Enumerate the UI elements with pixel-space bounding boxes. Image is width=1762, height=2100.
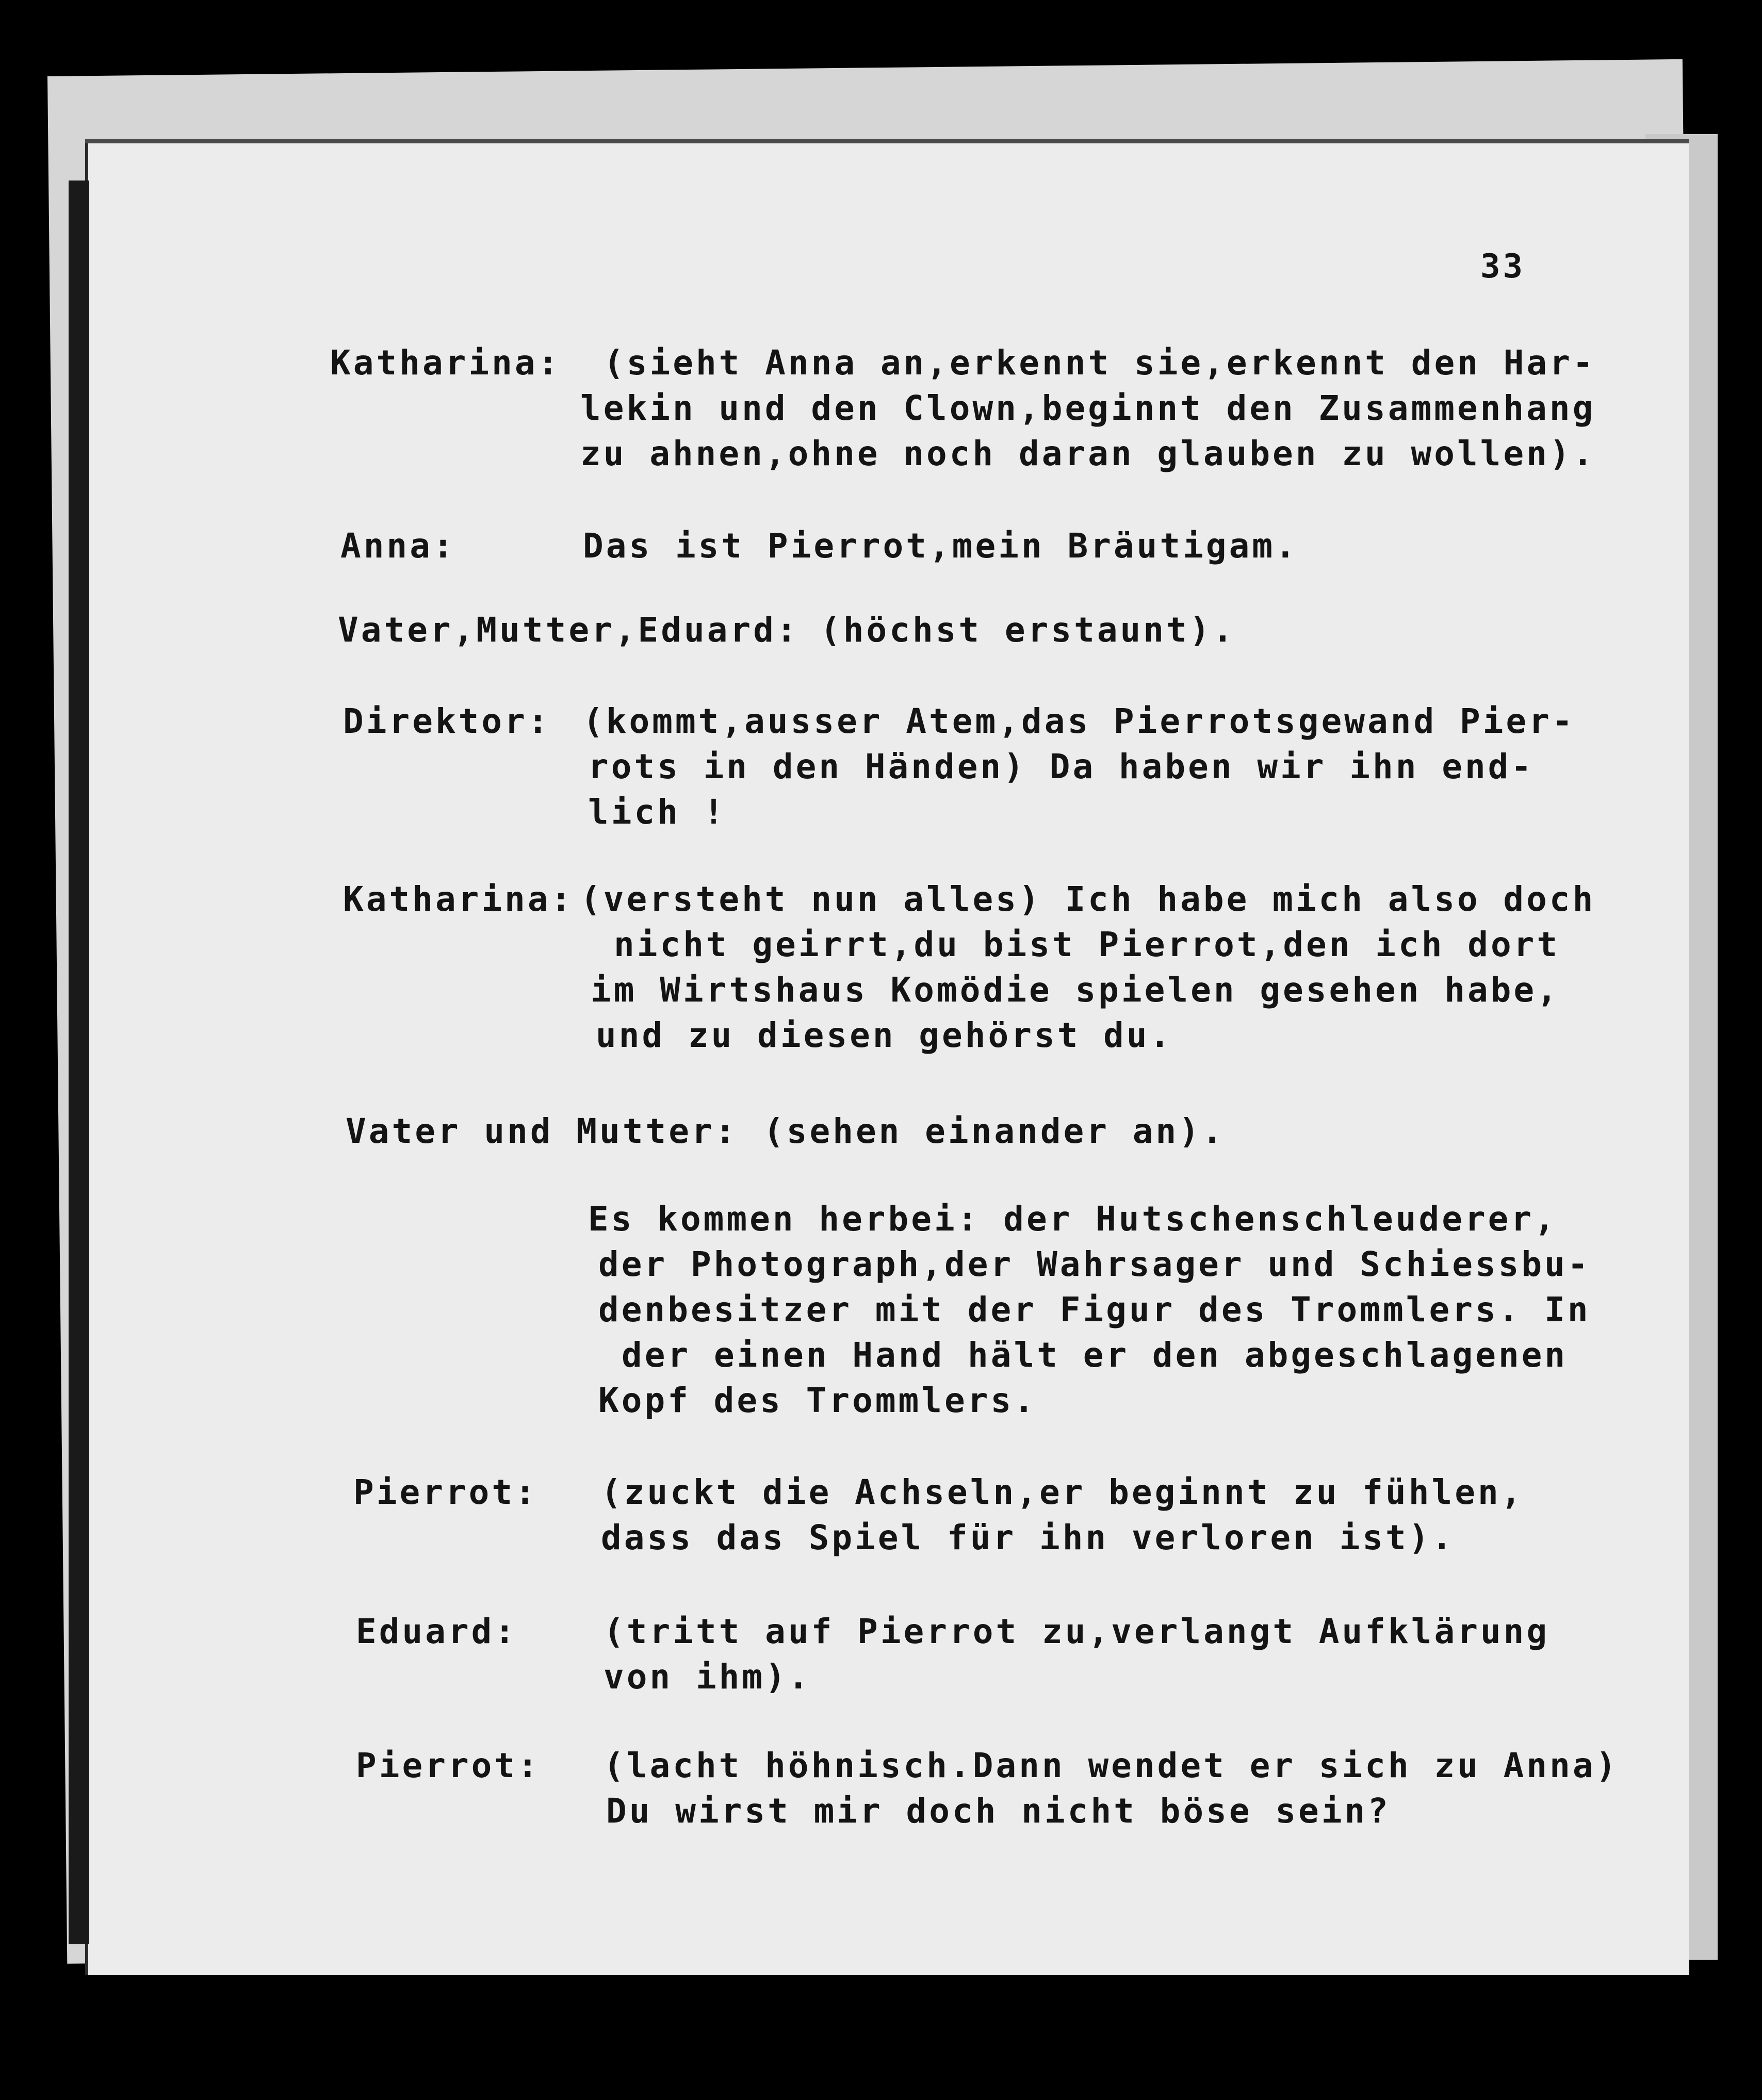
- stage-direction-line: Kopf des Trommlers.: [598, 1381, 1037, 1420]
- stage-direction-line: der Photograph,der Wahrsager und Schiessbu-: [598, 1244, 1591, 1284]
- stage-direction-line: denbesitzer mit der Figur des Trommlers. In: [598, 1290, 1591, 1330]
- dialogue-line: nicht geirrt,du bist Pierrot,den ich dort: [614, 925, 1560, 964]
- dialogue-line: (sieht Anna an,erkennt sie,erkennt den Har-: [603, 343, 1596, 383]
- dialogue-line: (versteht nun alles) Ich habe mich also doch: [580, 879, 1596, 919]
- dialogue-line: lekin und den Clown,beginnt den Zusammenhang: [580, 388, 1596, 428]
- sheet-binding-edge: [69, 181, 89, 1944]
- dialogue-line: (sehen einander an).: [763, 1111, 1225, 1151]
- dialogue-line: (kommt,ausser Atem,das Pierrotsgewand Pier-: [583, 701, 1575, 741]
- dialogue-line: lich !: [588, 792, 727, 832]
- dialogue-line: und zu diesen gehörst du.: [596, 1015, 1173, 1055]
- speaker-name: Vater,Mutter,Eduard:: [338, 610, 800, 650]
- stage-direction-line: der einen Hand hält er den abgeschlagenen: [622, 1335, 1568, 1375]
- speaker-name: Pierrot:: [353, 1472, 538, 1512]
- stage-direction-line: Es kommen herbei: der Hutschenschleuderer,: [588, 1199, 1557, 1239]
- speaker-name: Eduard:: [356, 1612, 518, 1651]
- dialogue-line: Das ist Pierrot,mein Bräutigam.: [583, 526, 1298, 566]
- speaker-name: Katharina:: [343, 879, 574, 919]
- speaker-name: Pierrot:: [356, 1746, 541, 1785]
- page-number: 33: [1480, 248, 1526, 286]
- dialogue-line: dass das Spiel für ihn verloren ist).: [601, 1518, 1455, 1557]
- dialogue-line: (höchst erstaunt).: [820, 610, 1236, 650]
- dialogue-line: im Wirtshaus Komödie spielen gesehen habe,: [591, 970, 1560, 1010]
- speaker-name: Vater und Mutter:: [346, 1111, 738, 1151]
- speaker-name: Direktor:: [343, 701, 551, 741]
- sheet-top-edge: [85, 139, 1689, 143]
- dialogue-line: (lacht höhnisch.Dann wendet er sich zu Anna): [603, 1746, 1619, 1785]
- speaker-name: Katharina:: [330, 343, 561, 383]
- dialogue-line: Du wirst mir doch nicht böse sein?: [606, 1791, 1391, 1831]
- speaker-name: Anna:: [340, 526, 456, 566]
- dialogue-line: (tritt auf Pierrot zu,verlangt Aufklärung: [603, 1612, 1550, 1651]
- dialogue-line: rots in den Händen) Da haben wir ihn end-: [588, 747, 1535, 786]
- dialogue-line: zu ahnen,ohne noch daran glauben zu wollen).: [580, 434, 1596, 473]
- dialogue-line: (zuckt die Achseln,er beginnt zu fühlen,: [601, 1472, 1524, 1512]
- dialogue-line: von ihm).: [603, 1657, 811, 1697]
